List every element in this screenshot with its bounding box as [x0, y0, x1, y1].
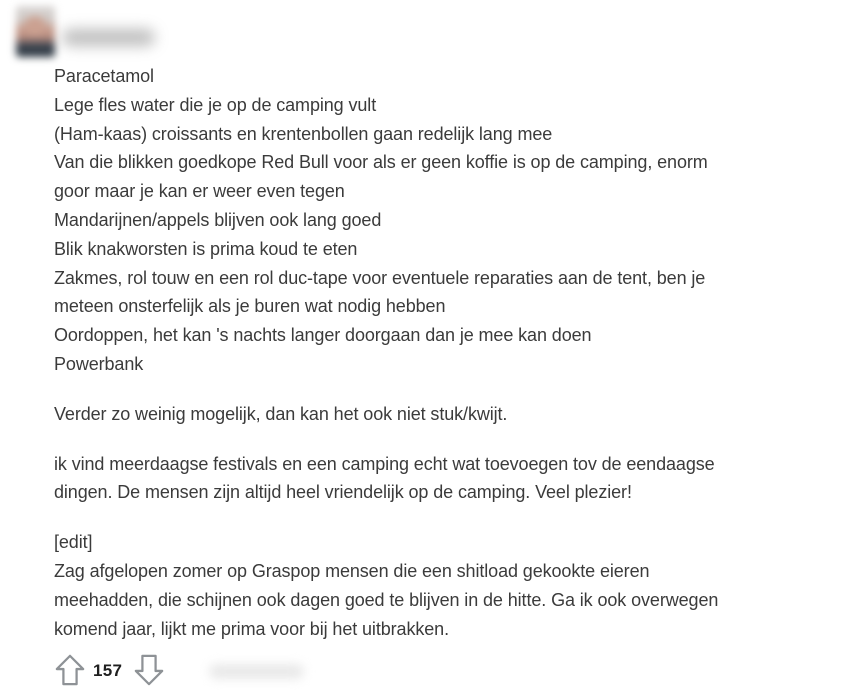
- arrow-up-icon: [54, 653, 86, 690]
- comment-line: Oordoppen, het kan 's nachts langer doorgaan dan je mee kan doen: [54, 325, 592, 346]
- comment-paragraph: [54, 62, 826, 379]
- comment-line: (Ham-kaas) croissants en krentenbollen gaan redelijk lang mee: [54, 123, 553, 144]
- comment-line: goor maar je kan er weer even tegen: [54, 181, 345, 202]
- comment-line: Van die blikken goedkope Red Bull voor als er geen koffie is op de camping, enorm: [54, 152, 708, 173]
- comment-line: komend jaar, lijkt me prima voor bij het uitbrakken.: [54, 618, 449, 639]
- comment-line: ik vind meerdaagse festivals en een camping echt wat toevoegen tov de eendaagse: [54, 453, 715, 474]
- upvote-button[interactable]: [54, 654, 86, 688]
- blurred-action-button[interactable]: [209, 664, 304, 679]
- comment-line: Lege fles water die je op de camping vult: [54, 94, 377, 115]
- comment-line: Paracetamol: [54, 66, 154, 86]
- vote-bar: [54, 653, 304, 689]
- avatar-face-blur: [24, 16, 46, 36]
- comment-line: dingen. De mensen zijn altijd heel vriendelijk op de camping. Veel plezier!: [54, 482, 632, 503]
- comment-line: Blik knakworsten is prima koud te eten: [54, 238, 358, 259]
- comment-line: [edit]: [54, 532, 93, 553]
- comment-line: Mandarijnen/appels blijven ook lang goed: [54, 209, 382, 230]
- vote-count: 157: [93, 661, 123, 680]
- avatar[interactable]: [16, 6, 55, 57]
- arrow-down-icon: [133, 653, 165, 690]
- username-blurred[interactable]: [62, 29, 155, 46]
- downvote-button[interactable]: [133, 654, 165, 688]
- comment-line: Powerbank: [54, 353, 144, 374]
- comment-paragraph: [54, 528, 826, 643]
- comment-paragraph: [54, 400, 826, 429]
- comment-line: Zag afgelopen zomer op Graspop mensen die een shitload gekookte eieren: [54, 560, 650, 581]
- comment-line: Zakmes, rol touw en een rol duc-tape voor eventuele reparaties aan de tent, ben je: [54, 267, 706, 288]
- comment-line: meehadden, die schijnen ook dagen goed te blijven in de hitte. Ga ik ook overwegen: [54, 589, 719, 610]
- comment-line: meteen onsterfelijk als je buren wat nodig hebben: [54, 296, 446, 317]
- comment-body: [54, 62, 826, 643]
- comment-line: Verder zo weinig mogelijk, dan kan het ook niet stuk/kwijt.: [54, 403, 508, 424]
- comment-paragraph: [54, 450, 826, 508]
